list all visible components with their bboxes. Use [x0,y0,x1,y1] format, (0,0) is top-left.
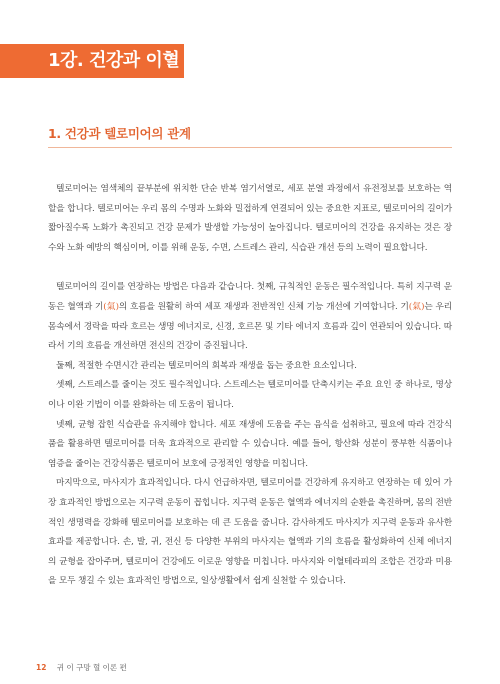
paragraph-text: 텔로미어의 길이를 연장하는 방법은 다음과 같습니다. 첫째, 규칙적인 운동은 필수적입니다. 특히 지구력 운동은 혈액과 기 [48,282,452,312]
paragraph-intro: 텔로미어는 염색체의 끝부분에 위치한 단순 반복 염기서열로, 세포 분열 과정에서 유전정보를 보호하는 역할을 합니다. 텔로미어는 우리 몸의 수명과 노화와 밀접하게 연결되어 있는 중요한 지표로, 텔로미어의 길이가 짧아질수록 노화가 촉진되고 건강 문제가 발생할 가능성이 높아집니다. 텔로미어의 건강을 유지하는 것은 장수와 노화 예방의 핵심이며, 이를 위해 운동, 수면, 스트레스 관리, 식습관 개선 등의 노력이 필요합니다. [48,184,452,253]
paragraph-massage: 마지막으로, 마사지가 효과적입니다. 다시 언급하자면, 텔로미어를 건강하게 유지하고 연장하는 데 있어 가장 효과적인 방법으로는 지구력 운동이 꼽힙니다. 지구력 운동은 혈액과 에너지의 순환을 촉진하며, 몸의 전반적인 생명력을 강화해 텔로미어를 보호하는 데 큰 도움을 줍니다. 감사하게도 마사지가 지구력 운동과 유사한 효과를 제공합니다. 손, 발, 귀, 전신 등 다양한 부위의 마사지는 혈액과 기의 흐름을 활성화하여 신체 에너지의 균형을 잡아주며, 텔로미어 건강에도 이로운 영향을 미칩니다. 마사지와 이혈테라피의 조합은 건강과 미용을 모두 챙길 수 있는 효과적인 방법으로, 일상생활에서 쉽게 실천할 수 있습니다. [48,478,452,587]
paragraph-text: 는 우리 몸속에서 경락을 따라 흐르는 생명 에너지로, 신경, 호르몬 및 기타 에너지 흐름과 깊이 연관되어 있습니다. 따라서 기의 흐름을 개선하면 전신의 건강이 증진됩니다. [48,301,452,352]
paragraph-stress: 셋째, 스트레스를 줄이는 것도 필수적입니다. 스트레스는 텔로미어를 단축시키는 주요 요인 중 하나로, 명상이나 이완 기법이 이를 완화하는 데 도움이 됩니다. [48,380,452,410]
chapter-title: 1강. 건강과 이혈 [48,50,180,71]
paragraph-diet: 넷째, 균형 잡힌 식습관을 유지해야 합니다. 세포 재생에 도움을 주는 음식을 섭취하고, 필요에 따라 건강식품을 활용하면 텔로미어를 더욱 효과적으로 관리할 수 있습니다. 예를 들어, 항산화 성분이 풍부한 식품이나 염증을 줄이는 건강식품은 텔로미어 보호에 긍정적인 영향을 미칩니다. [48,419,452,469]
hanja-annotation: (氣) [408,301,425,312]
page-footer [36,662,127,673]
paragraph-text: 의 흐름을 원활히 하여 세포 재생과 전반적인 신체 기능 개선에 기여합니다. 기 [118,301,409,312]
section-title: 1. 건강과 텔로미어의 관계 [48,126,191,141]
chapter-title-banner [0,44,184,78]
page-number: 12 [36,663,47,672]
paragraph-methods [48,278,452,356]
hanja-annotation: (氣) [103,301,119,312]
book-title: 귀 이 구망 혈 이론 편 [56,663,127,672]
section-divider [48,147,452,148]
body-text [48,180,452,592]
paragraph-sleep: 둘째, 적절한 수면시간 관리는 텔로미어의 회복과 재생을 돕는 중요한 요소입니다. [56,360,357,371]
